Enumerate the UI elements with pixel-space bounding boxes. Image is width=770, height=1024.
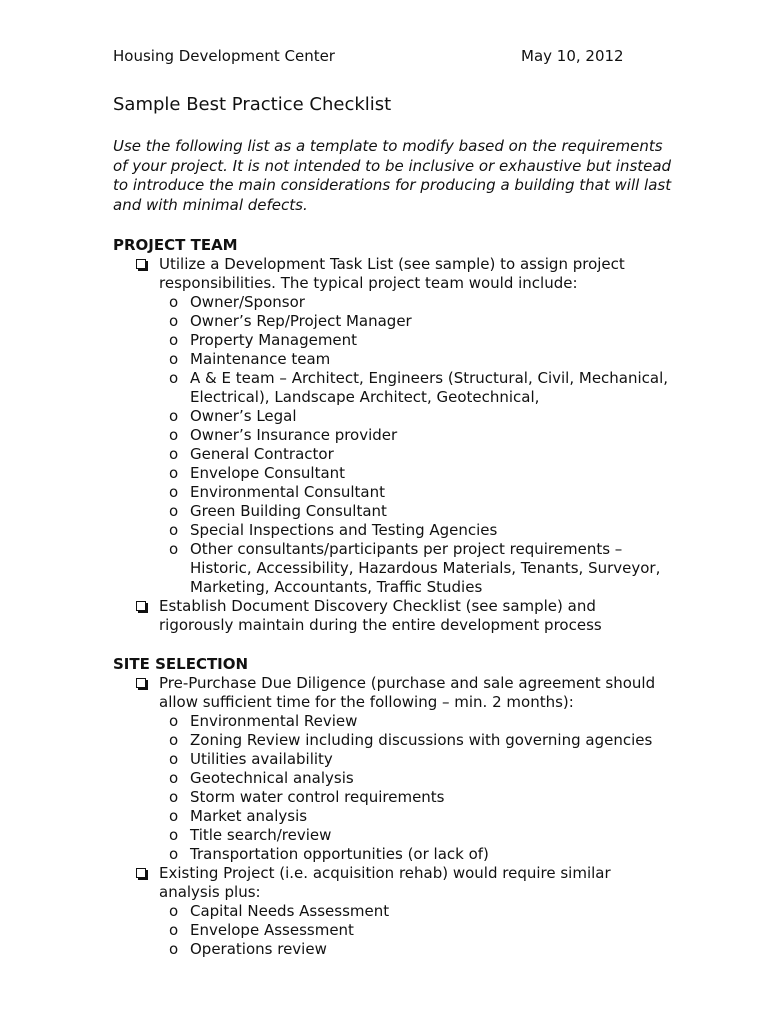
checklist-item <box>113 597 673 635</box>
sublist-item: o Special Inspections and Testing Agencies <box>169 521 498 539</box>
sublist-item: o Geotechnical analysis <box>169 769 354 787</box>
bullet-o-icon: o <box>169 312 179 330</box>
bullet-o-icon: o <box>169 331 179 349</box>
checkbox-icon[interactable] <box>136 678 146 688</box>
checkbox-icon[interactable] <box>136 259 146 269</box>
bullet-o-icon: o <box>169 540 179 558</box>
sublist-item: o Owner’s Insurance provider <box>169 426 398 444</box>
bullet-o-icon: o <box>169 940 179 958</box>
sublist-item: o General Contractor <box>169 445 334 463</box>
checkbox-icon[interactable] <box>136 601 146 611</box>
section-site-selection <box>113 655 673 959</box>
bullet-o-icon: o <box>169 369 179 387</box>
sublist-item: o Environmental Review <box>169 712 358 730</box>
bullet-o-icon: o <box>169 902 179 920</box>
section-project-team <box>113 236 673 635</box>
sublist-item: o Envelope Assessment <box>169 921 354 939</box>
sublist-item: o Capital Needs Assessment <box>169 902 390 920</box>
section-heading: SITE SELECTION <box>113 655 249 673</box>
sublist-item: o A & E team – Architect, Engineers (Structural, Civil, Mechanical, Electrical), Landscape Architect, Geotechnical, <box>169 369 669 406</box>
checklist-item <box>113 255 673 597</box>
sublist-item: o Green Building Consultant <box>169 502 387 520</box>
bullet-o-icon: o <box>169 445 179 463</box>
sublist-item: o Zoning Review including discussions with governing agencies <box>169 731 653 749</box>
checkbox-icon[interactable] <box>136 868 146 878</box>
sublist-item: o Transportation opportunities (or lack of) <box>169 845 489 863</box>
checklist-item-text: Establish Document Discovery Checklist (see sample) and rigorously maintain during the entire development process <box>159 597 602 634</box>
sublist-item: o Utilities availability <box>169 750 333 768</box>
sublist <box>159 293 673 597</box>
sublist-item: o Operations review <box>169 940 327 958</box>
checklist-item-text: Pre-Purchase Due Diligence (purchase and sale agreement should allow sufficient time for the following – min. 2 months): <box>159 674 656 711</box>
bullet-o-icon: o <box>169 807 179 825</box>
checklist-item-text: Existing Project (i.e. acquisition rehab) would require similar analysis plus: <box>159 864 611 901</box>
bullet-o-icon: o <box>169 921 179 939</box>
sublist-item: o Property Management <box>169 331 358 349</box>
bullet-o-icon: o <box>169 426 179 444</box>
sublist-item: o Title search/review <box>169 826 332 844</box>
sublist-item: o Owner’s Legal <box>169 407 297 425</box>
bullet-o-icon: o <box>169 293 179 311</box>
bullet-o-icon: o <box>169 712 179 730</box>
sublist-item: o Maintenance team <box>169 350 331 368</box>
sublist-item: o Envelope Consultant <box>169 464 346 482</box>
header-organization: Housing Development Center <box>113 47 335 65</box>
sublist-item: o Other consultants/participants per project requirements – Historic, Accessibility, Hazardous Materials, Tenants, Surveyor, Marketing, Accountants, Traffic Studies <box>169 540 661 596</box>
bullet-o-icon: o <box>169 750 179 768</box>
sublist-item: o Environmental Consultant <box>169 483 386 501</box>
bullet-o-icon: o <box>169 407 179 425</box>
bullet-o-icon: o <box>169 845 179 863</box>
checklist-item <box>113 864 673 959</box>
bullet-o-icon: o <box>169 350 179 368</box>
sublist-item: o Owner’s Rep/Project Manager <box>169 312 412 330</box>
bullet-o-icon: o <box>169 521 179 539</box>
sublist-item: o Owner/Sponsor <box>169 293 305 311</box>
header-date: May 10, 2012 <box>521 47 624 65</box>
checklist-item <box>113 674 673 864</box>
bullet-o-icon: o <box>169 769 179 787</box>
sublist-item: o Market analysis <box>169 807 308 825</box>
document-title: Sample Best Practice Checklist <box>113 94 392 115</box>
sublist <box>159 902 673 959</box>
bullet-o-icon: o <box>169 464 179 482</box>
bullet-o-icon: o <box>169 483 179 501</box>
sublist <box>159 712 673 864</box>
section-heading: PROJECT TEAM <box>113 236 238 254</box>
intro-paragraph: Use the following list as a template to modify based on the requirements of your project. It is not intended to be inclusive or exhaustive but instead to introduce the main considerations for producing a building that will last and with minimal defects. <box>113 137 672 214</box>
bullet-o-icon: o <box>169 826 179 844</box>
bullet-o-icon: o <box>169 502 179 520</box>
bullet-o-icon: o <box>169 788 179 806</box>
bullet-o-icon: o <box>169 731 179 749</box>
sublist-item: o Storm water control requirements <box>169 788 445 806</box>
checklist-item-text: Utilize a Development Task List (see sample) to assign project responsibilities. The typical project team would include: <box>159 255 625 292</box>
